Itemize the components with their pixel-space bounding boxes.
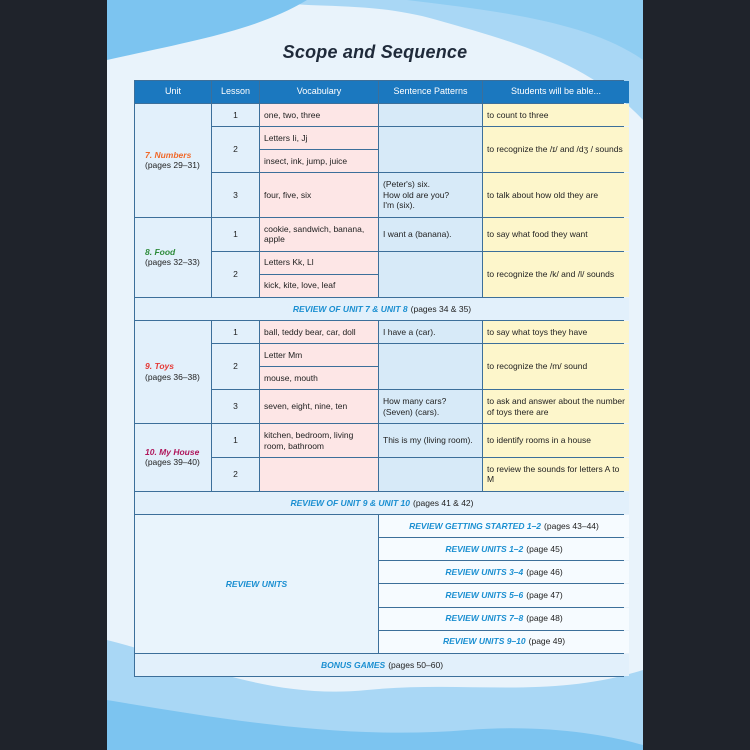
review-item-4 — [379, 608, 629, 630]
unit-10-name: 10. My House — [145, 446, 200, 457]
vocab-7-3: four, five, six — [260, 173, 378, 216]
vocab-8-2a: Letters Kk, Ll — [260, 252, 378, 274]
header-students: Students will be able... — [483, 81, 629, 103]
pattern-10-1: This is my (living room). — [379, 424, 482, 457]
header-unit: Unit — [135, 81, 211, 103]
review-item-pages: (page 46) — [526, 566, 563, 577]
lesson-7-2: 2 — [212, 127, 259, 172]
student-9-2: to recognize the /m/ sound — [483, 344, 629, 389]
pattern-7-1 — [379, 104, 482, 126]
vocab-9-2a: Letter Mm — [260, 344, 378, 366]
review-9-10-pages: (pages 41 & 42) — [413, 497, 474, 508]
scope-sequence-table — [134, 80, 624, 677]
lesson-10-1: 1 — [212, 424, 259, 457]
vocab-9-2b: mouse, mouth — [260, 367, 378, 389]
student-7-2: to recognize the /ɪ/ and /dʒ / sounds — [483, 127, 629, 172]
vocab-7-2a: Letters Ii, Jj — [260, 127, 378, 149]
vocab-8-1: cookie, sandwich, banana, apple — [260, 218, 378, 251]
page-title: Scope and Sequence — [282, 42, 468, 62]
lesson-9-1: 1 — [212, 321, 259, 343]
review-units-label: REVIEW UNITS — [135, 515, 378, 653]
unit-8-name: 8. Food — [145, 246, 176, 257]
lesson-9-3: 3 — [212, 390, 259, 423]
vocab-7-1: one, two, three — [260, 104, 378, 126]
unit-7-pages: (pages 29–31) — [145, 160, 200, 171]
unit-8-cell — [135, 218, 211, 297]
student-7-3: to talk about how old they are — [483, 173, 629, 216]
unit-9-cell — [135, 321, 211, 423]
review-item-pages: (page 47) — [526, 590, 563, 601]
review-item-0 — [379, 515, 629, 537]
review-item-1 — [379, 538, 629, 560]
student-10-1: to identify rooms in a house — [483, 424, 629, 457]
review-item-title: REVIEW GETTING STARTED 1–2 — [409, 520, 542, 531]
review-item-pages: (page 48) — [526, 613, 563, 624]
review-7-8-pages: (pages 34 & 35) — [410, 303, 472, 314]
lesson-10-2: 2 — [212, 458, 259, 491]
unit-7-cell — [135, 104, 211, 217]
vocab-10-1: kitchen, bedroom, living room, bathroom — [260, 424, 378, 457]
review-item-3 — [379, 584, 629, 606]
review-item-2 — [379, 561, 629, 583]
review-item-pages: (page 45) — [526, 543, 563, 554]
vocab-7-2b: insect, ink, jump, juice — [260, 150, 378, 172]
vocab-8-2b: kick, kite, love, leaf — [260, 275, 378, 297]
unit-7-name: 7. Numbers — [145, 149, 192, 160]
lesson-8-1: 1 — [212, 218, 259, 251]
student-9-3: to ask and answer about the number of toys there are — [483, 390, 629, 423]
review-item-5 — [379, 631, 629, 653]
unit-9-name: 9. Toys — [145, 361, 174, 372]
pattern-8-2 — [379, 252, 482, 297]
review-7-8-title: REVIEW OF UNIT 7 & UNIT 8 — [292, 303, 408, 314]
review-unit-9-10 — [135, 492, 629, 514]
review-item-title: REVIEW UNITS 5–6 — [445, 590, 524, 601]
pattern-9-2 — [379, 344, 482, 389]
unit-10-cell — [135, 424, 211, 491]
header-sentence-patterns: Sentence Patterns — [379, 81, 482, 103]
student-8-1: to say what food they want — [483, 218, 629, 251]
review-item-pages: (pages 43–44) — [544, 520, 599, 531]
pattern-8-1: I want a (banana). — [379, 218, 482, 251]
unit-9-pages: (pages 36–38) — [145, 372, 200, 383]
pattern-7-2 — [379, 127, 482, 172]
review-item-title: REVIEW UNITS 7–8 — [445, 613, 524, 624]
student-9-1: to say what toys they have — [483, 321, 629, 343]
pattern-9-3: How many cars? (Seven) (cars). — [379, 390, 482, 423]
unit-8-pages: (pages 32–33) — [145, 257, 200, 268]
header-lesson: Lesson — [212, 81, 259, 103]
bonus-games-pages: (pages 50–60) — [388, 659, 444, 670]
student-7-1: to count to three — [483, 104, 629, 126]
lesson-8-2: 2 — [212, 252, 259, 297]
lesson-7-3: 3 — [212, 173, 259, 216]
review-item-pages: (page 49) — [528, 636, 566, 647]
review-unit-7-8 — [135, 298, 629, 320]
header-vocabulary: Vocabulary — [260, 81, 378, 103]
student-10-2: to review the sounds for letters A to M — [483, 458, 629, 491]
vocab-9-3: seven, eight, nine, ten — [260, 390, 378, 423]
pattern-10-2 — [379, 458, 482, 491]
pattern-9-1: I have a (car). — [379, 321, 482, 343]
lesson-9-2: 2 — [212, 344, 259, 389]
vocab-10-2 — [260, 458, 378, 491]
vocab-9-1: ball, teddy bear, car, doll — [260, 321, 378, 343]
bonus-games — [135, 654, 629, 676]
review-item-title: REVIEW UNITS 9–10 — [442, 636, 526, 647]
review-9-10-title: REVIEW OF UNIT 9 & UNIT 10 — [290, 497, 410, 508]
review-item-title: REVIEW UNITS 3–4 — [445, 566, 524, 577]
lesson-7-1: 1 — [212, 104, 259, 126]
student-8-2: to recognize the /k/ and /l/ sounds — [483, 252, 629, 297]
document-page — [107, 0, 643, 750]
unit-10-pages: (pages 39–40) — [145, 457, 200, 468]
pattern-7-3: (Peter's) six. How old are you? I'm (six). — [379, 173, 482, 216]
review-item-title: REVIEW UNITS 1–2 — [445, 543, 524, 554]
bonus-games-title: BONUS GAMES — [320, 659, 386, 670]
